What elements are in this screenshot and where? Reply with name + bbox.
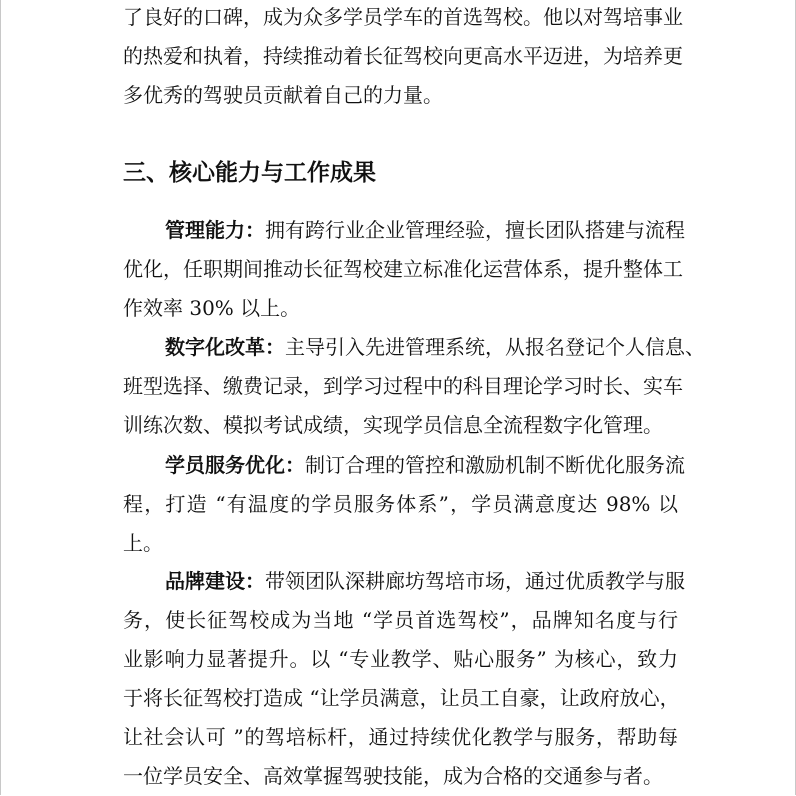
text-line: 多优秀的驾驶员贡献着自己的力量。 <box>123 83 443 107</box>
text-span: 拥有跨行业企业管理经验，擅长团队搭建与流程 <box>265 218 685 242</box>
text-line <box>123 446 685 485</box>
text-span: 制订合理的管控和激励机制不断优化服务流 <box>305 453 685 477</box>
paragraph-digital <box>123 328 705 445</box>
text-line: 上。 <box>123 531 163 555</box>
paragraph-label: 学员服务优化： <box>165 453 305 477</box>
text-line <box>123 328 705 367</box>
text-line: 了良好的口碑，成为众多学员学车的首选驾校。他以对驾培事业 <box>123 5 683 29</box>
section-heading: 三、核心能力与工作成果 <box>123 159 376 186</box>
text-line: 优化，任职期间推动长征驾校建立标准化运营体系，提升整体工 <box>123 257 683 281</box>
text-line: 作效率 30% 以上。 <box>123 296 301 320</box>
text-line: 业影响力显著提升。以 “专业教学、贴心服务” 为核心，致力 <box>123 647 678 671</box>
text-span: 带领团队深耕廊坊驾培市场，通过优质教学与服 <box>265 569 685 593</box>
text-span: 主导引入先进管理系统，从报名登记个人信息、 <box>285 335 705 359</box>
text-line <box>123 211 685 250</box>
text-line <box>123 562 685 601</box>
intro-paragraph <box>123 0 683 115</box>
paragraph-brand <box>123 562 685 796</box>
text-line: 于将长征驾校打造成 “让学员满意，让员工自豪，让政府放心， <box>123 686 680 710</box>
text-line: 训练次数、模拟考试成绩，实现学员信息全流程数字化管理。 <box>123 413 663 437</box>
text-line: 务，使长征驾校成为当地 “学员首选驾校”，品牌知名度与行 <box>123 608 678 632</box>
paragraph-service <box>123 446 685 563</box>
paragraph-management <box>123 211 685 328</box>
text-line: 的热爱和执着，持续推动着长征驾校向更高水平迈进，为培养更 <box>123 44 683 68</box>
text-line: 班型选择、缴费记录，到学习过程中的科目理论学习时长、实车 <box>123 374 683 398</box>
paragraph-label: 数字化改革： <box>165 335 285 359</box>
text-line: 一位学员安全、高效掌握驾驶技能，成为合格的交通参与者。 <box>123 764 663 788</box>
text-line: 程，打造 “有温度的学员服务体系”，学员满意度达 98% 以 <box>123 492 678 516</box>
paragraph-label: 管理能力： <box>165 218 265 242</box>
text-line: 让社会认可 ”的驾培标杆，通过持续优化教学与服务，帮助每 <box>123 725 678 749</box>
paragraph-label: 品牌建设： <box>165 569 265 593</box>
